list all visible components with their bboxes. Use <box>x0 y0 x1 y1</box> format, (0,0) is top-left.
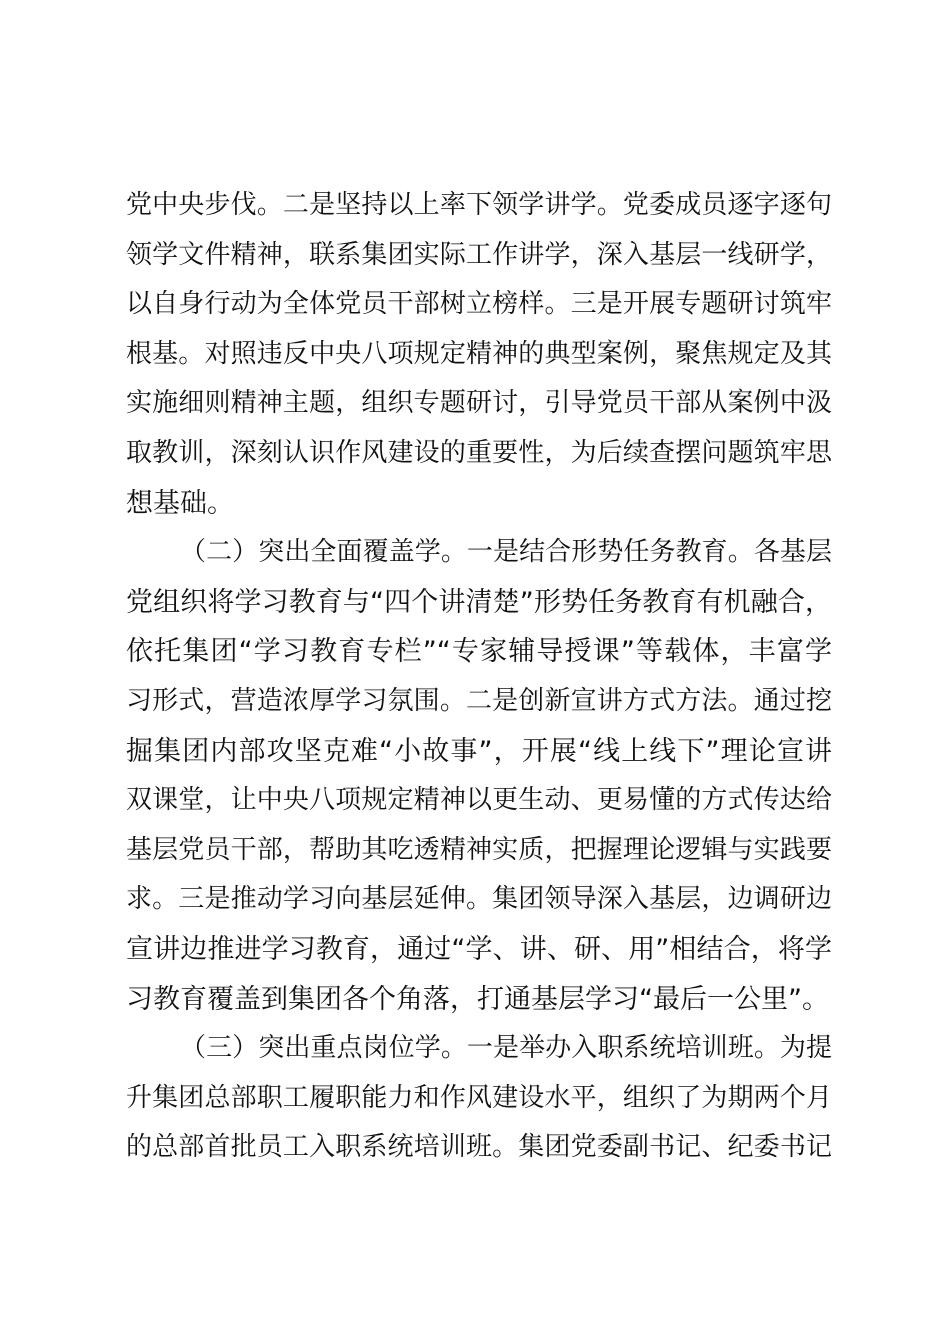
text-line: （三）突出重点岗位学。一是举办入职系统培训班。为提 <box>180 1033 832 1064</box>
text-line: 依托集团“学习教育专栏”“专家辅导授课”等载体，丰富学 <box>126 636 832 668</box>
text-line: 的总部首批员工入职系统培训班。集团党委副书记、纪委书记 <box>126 1132 832 1163</box>
text-line: 求。三是推动学习向基层延伸。集团领导深入基层，边调研边 <box>126 884 832 915</box>
text-line: 宣讲边推进学习教育，通过“学、讲、研、用”相结合，将学 <box>126 933 832 965</box>
text-line: 实施细则精神主题，组织专题研讨，引导党员干部从案例中汲 <box>126 388 832 419</box>
text-line: 习形式，营造浓厚学习氛围。二是创新宣讲方式方法。通过挖 <box>126 685 832 716</box>
text-line: 基层党员干部，帮助其吃透精神实质，把握理论逻辑与实践要 <box>126 834 832 865</box>
text-line: 根基。对照违反中央八项规定精神的典型案例，聚焦规定及其 <box>126 338 832 369</box>
text-line: 党组织将学习教育与“四个讲清楚”形势任务教育有机融合， <box>126 586 832 618</box>
text-line: 以自身行动为全体党员干部树立榜样。三是开展专题研讨筑牢 <box>126 289 832 320</box>
text-line: 掘集团内部攻坚克难“小故事”，开展“线上线下”理论宣讲 <box>126 735 832 767</box>
text-line: （二）突出全面覆盖学。一是结合形势任务教育。各基层 <box>180 537 832 568</box>
paragraph-1 <box>126 181 832 528</box>
text-line: 取教训，深刻认识作风建设的重要性，为后续查摆问题筑牢思 <box>126 437 832 468</box>
text-line: 领学文件精神，联系集团实际工作讲学，深入基层一线研学， <box>126 239 832 270</box>
paragraph-2 <box>126 528 832 1024</box>
text-line: 升集团总部职工履职能力和作风建设水平，组织了为期两个月 <box>126 1082 832 1113</box>
document-body <box>126 181 832 1173</box>
text-line: 习教育覆盖到集团各个角落，打通基层学习“最后一公里”。 <box>126 983 829 1015</box>
text-line: 党中央步伐。二是坚持以上率下领学讲学。党委成员逐字逐句 <box>126 190 832 220</box>
text-line: 双课堂，让中央八项规定精神以更生动、更易懂的方式传达给 <box>126 785 832 816</box>
text-line: 想基础。 <box>126 487 234 519</box>
paragraph-3 <box>126 1024 832 1173</box>
